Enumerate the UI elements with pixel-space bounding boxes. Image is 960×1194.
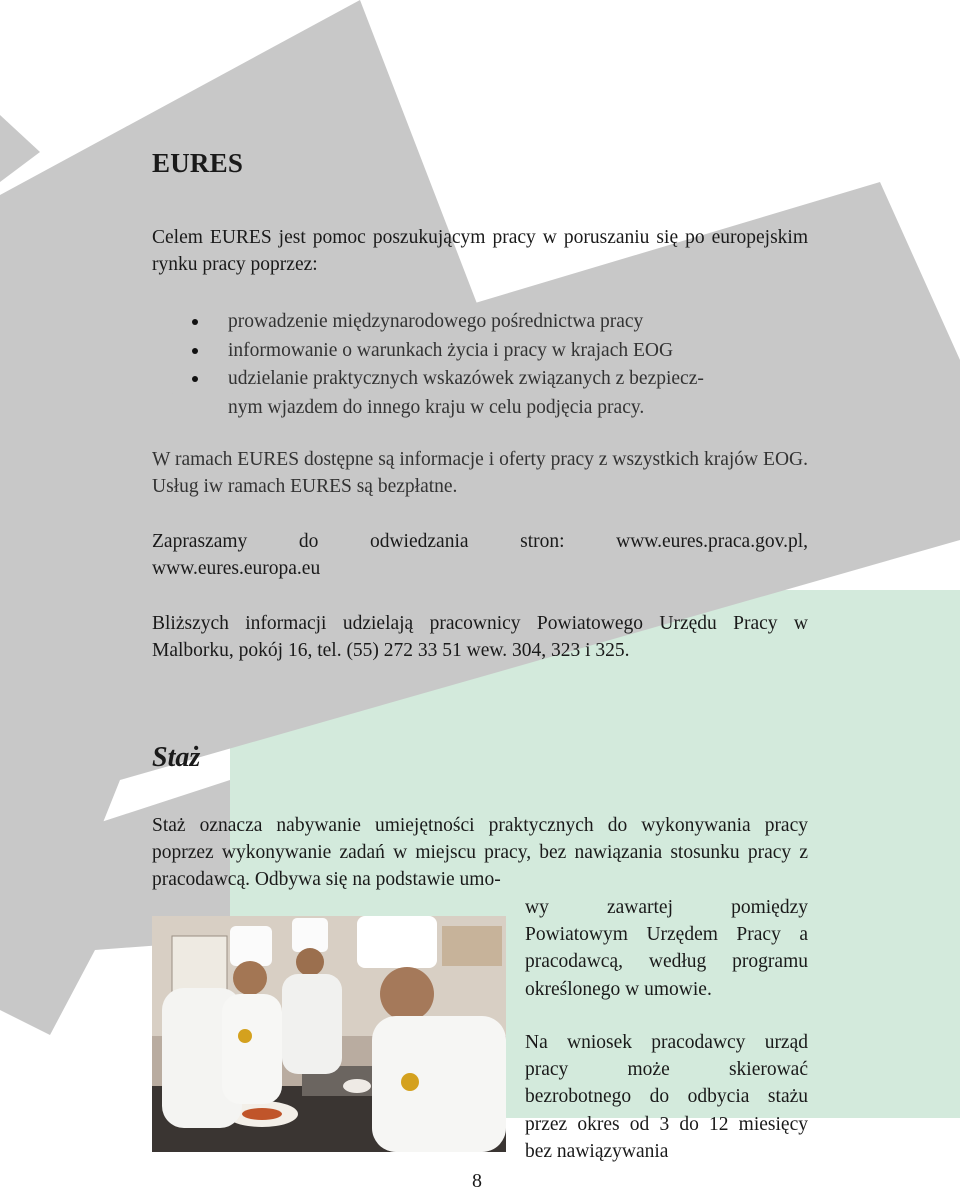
list-item-continuation: nym wjazdem do innego kraju w celu podjęcia pracy. [228, 396, 645, 418]
eures-contact: Bliższych informacji udzielają pracownicy Powiatowego Urzędu Pracy w Malborku, pokój 16, tel. (55) 272 33 51 wew. 304, 323 i 325. [152, 613, 808, 661]
list-item: informowanie o warunkach życia i pracy w krajach EOG [152, 337, 808, 366]
staz-intro: Staż oznacza nabywanie umiejętności praktycznych do wykonywania pracy poprzez wykonywanie zadań w miejscu pracy, bez nawiązania stosunku pracy z pracodawcą. Odbywa się na podstawie umo- [152, 815, 808, 890]
bullet-dot-icon [192, 376, 198, 382]
bullet-dot-icon [192, 319, 198, 325]
staz-heading: Staż [152, 742, 201, 773]
staz-column-paragraph-2: Na wniosek pracodawcy urząd pracy może skierować bezrobotnego do odbycia stażu przez okres od 3 do 12 miesięcy bez nawiązywania [525, 1032, 808, 1162]
bullet-dot-icon [192, 348, 198, 354]
eures-heading: EURES [152, 148, 244, 178]
eures-intro: Celem EURES jest pomoc poszukującym pracy w poruszaniu się po europejskim rynku pracy poprzez: [152, 227, 808, 275]
list-item: udzielanie praktycznych wskazówek związanych z bezpiecz- [152, 365, 808, 394]
eures-websites-line1: Zapraszamy do odwiedzania stron: www.eures.praca.gov.pl, [152, 531, 808, 552]
eures-bullet-list [152, 308, 808, 422]
staz-column-paragraph-1: wy zawartej pomiędzy Powiatowym Urzędem Pracy a pracodawcą, według programu określonego w umowie. [525, 897, 808, 1000]
eures-info: W ramach EURES dostępne są informacje i oferty pracy z wszystkich krajów EOG. Usług iw ramach EURES są bezpłatne. [152, 449, 808, 497]
page-number: 8 [472, 1170, 482, 1192]
chefs-photo [152, 916, 506, 1152]
eures-websites-line2: www.eures.europa.eu [152, 558, 321, 579]
list-item: prowadzenie międzynarodowego pośrednictwa pracy [152, 308, 808, 337]
